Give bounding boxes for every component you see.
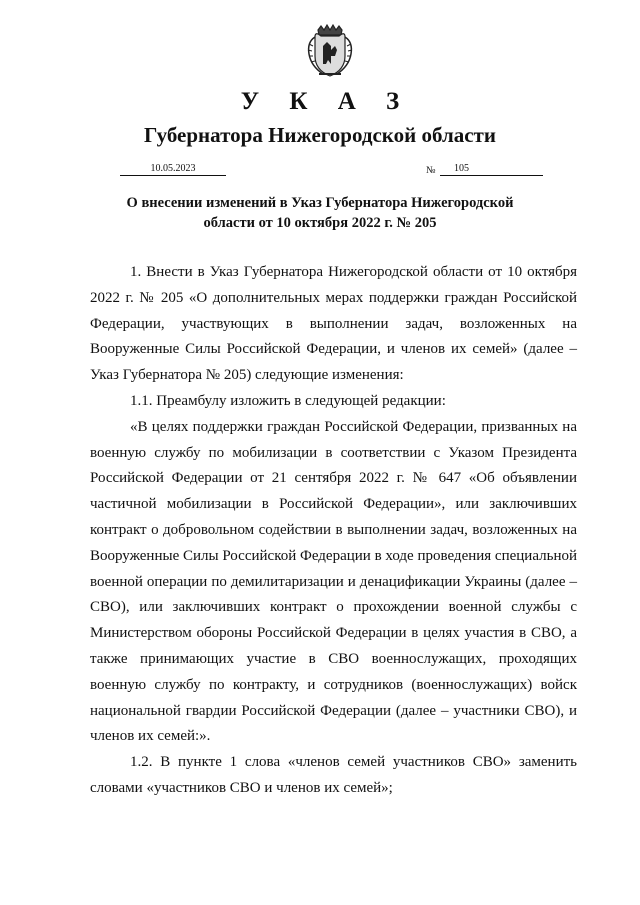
paragraph: «В целях поддержки граждан Российской Федерации, призванных на военную службу по мобилизации в соответствии с Указом Президента Российской Федерации от 21 сентября 2022 г. № 647 «Об объявлении частичной мобилизации в Российской Федерации», или заключивших контракт о добровольном содействии в выполнении задач, возложенных на Вооруженные Силы Российской Федерации в ходе проведения специальной военной операции по демилитаризации и денацификации Украины (далее – СВО), или заключивших контракт о прохождении военной службы с Министерством обороны Российской Федерации в целях участия в СВО, а также принимающих участие в СВО военнослужащих, проходящих военную службу по контракту, и сотрудников (военнослужащих) войск национальной гвардии Российской Федерации (далее – участники СВО), и членов их семей:». — [90, 418, 577, 745]
decree-number: 105 — [440, 162, 543, 176]
coat-of-arms-emblem — [301, 22, 359, 80]
document-heading: О внесении изменений в Указ Губернатора Нижегородской области от 10 октября 2022 г. № 205 — [126, 195, 514, 231]
paragraph: 1.2. В пункте 1 слова «членов семей участников СВО» заменить словами «участников СВО и членов их семей»; — [90, 754, 577, 796]
document-type-title: У К А З — [240, 88, 412, 115]
paragraph: 1.1. Преамбулу изложить в следующей редакции: — [130, 392, 446, 409]
document-body — [90, 260, 577, 802]
paragraph: 1. Внести в Указ Губернатора Нижегородской области от 10 октября 2022 г. № 205 «О дополнительных мерах поддержки граждан Российской Федерации, участвующих в выполнении задач, возложенных на Вооруженные Силы Российской Федерации, и членов их семей» (далее – Указ Губернатора № 205) следующие изменения: — [90, 264, 577, 384]
issuer-title: Губернатора Нижегородской области — [144, 123, 496, 147]
decree-date: 10.05.2023 — [120, 162, 226, 176]
number-label: № — [426, 165, 436, 176]
